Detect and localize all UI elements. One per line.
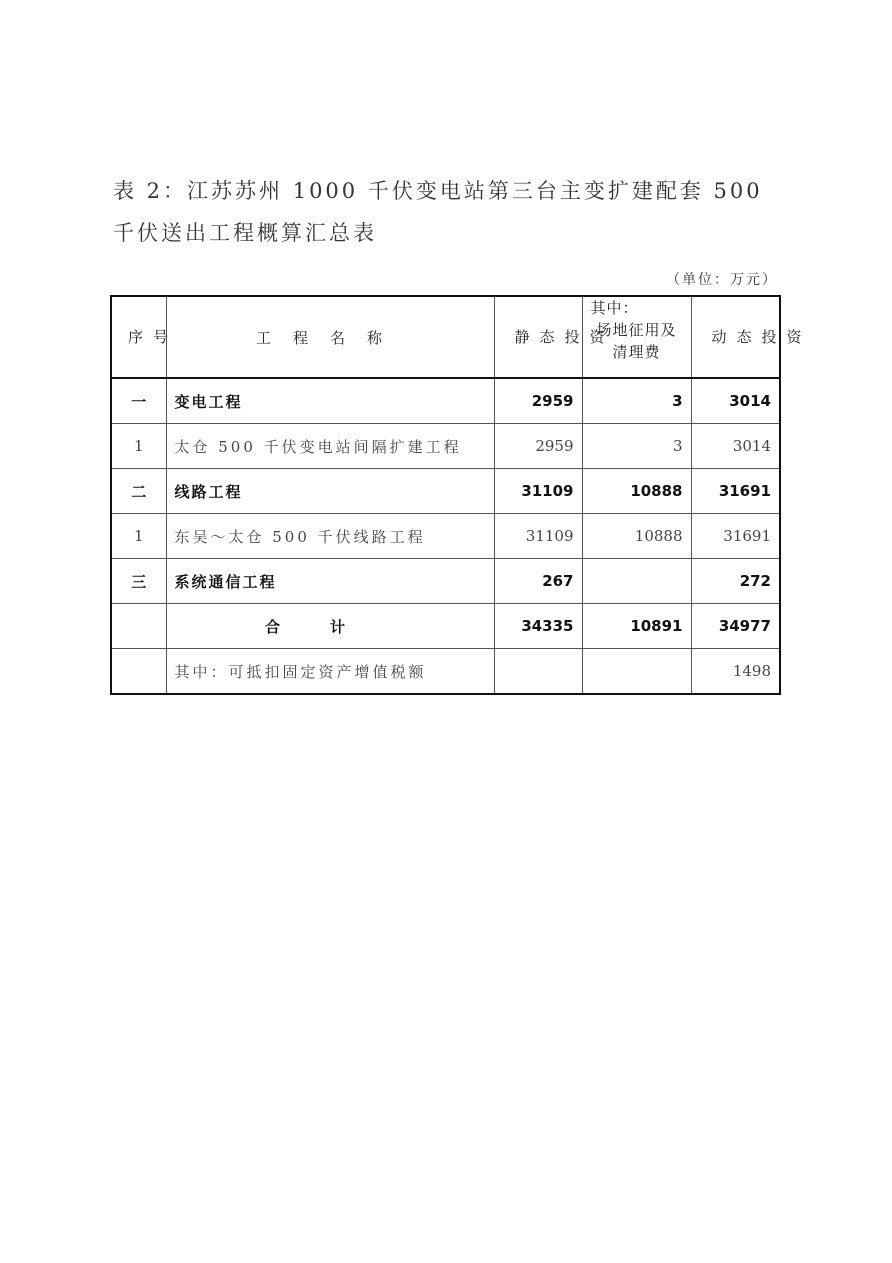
row-land-fee: 3 (582, 424, 691, 469)
table-row (111, 424, 780, 469)
row-name: 变电工程 (166, 378, 494, 424)
row-seq: 二 (111, 469, 166, 514)
unit-note: （单位：万元） (666, 272, 778, 288)
header-static: 静态投资 (494, 296, 582, 378)
row-seq: 三 (111, 559, 166, 604)
header-land-fee (582, 296, 691, 378)
row-dynamic: 31691 (691, 469, 780, 514)
row-seq: 一 (111, 378, 166, 424)
table-row (111, 378, 780, 424)
total-label: 合计 (166, 604, 494, 649)
row-static: 2959 (494, 378, 582, 424)
header-name: 工程名称 (166, 296, 494, 378)
row-dynamic: 1498 (691, 649, 780, 695)
header-land-fee-label: 场地征用及清理费 (596, 321, 677, 361)
row-land-fee (582, 559, 691, 604)
table-title: 表 2：江苏苏州 1000 千伏变电站第三台主变扩建配套 500 千伏送出工程概算汇总表 (113, 179, 763, 245)
row-seq: 1 (111, 514, 166, 559)
row-seq: 1 (111, 424, 166, 469)
row-dynamic: 34977 (691, 604, 780, 649)
row-dynamic: 31691 (691, 514, 780, 559)
row-land-fee: 10888 (582, 469, 691, 514)
row-static (494, 649, 582, 695)
vat-row (111, 649, 780, 695)
row-dynamic: 3014 (691, 378, 780, 424)
header-seq: 序号 (111, 296, 166, 378)
row-static: 31109 (494, 514, 582, 559)
row-name: 其中：可抵扣固定资产增值税额 (166, 649, 494, 695)
table-header-row (111, 296, 780, 378)
row-seq (111, 604, 166, 649)
summary-table (110, 295, 812, 695)
row-land-fee: 10891 (582, 604, 691, 649)
total-row (111, 604, 780, 649)
row-land-fee (582, 649, 691, 695)
row-name: 太仓 500 千伏变电站间隔扩建工程 (166, 424, 494, 469)
row-dynamic: 3014 (691, 424, 780, 469)
row-static: 2959 (494, 424, 582, 469)
row-static: 34335 (494, 604, 582, 649)
row-static: 267 (494, 559, 582, 604)
header-land-fee-prefix: 其中： (590, 299, 639, 317)
table-row (111, 559, 780, 604)
header-dynamic: 动态投资 (691, 296, 780, 378)
row-dynamic: 272 (691, 559, 780, 604)
table-row (111, 469, 780, 514)
row-name: 东吴～太仓 500 千伏线路工程 (166, 514, 494, 559)
row-seq (111, 649, 166, 695)
row-name: 线路工程 (166, 469, 494, 514)
table-row (111, 514, 780, 559)
row-land-fee: 3 (582, 378, 691, 424)
row-name: 系统通信工程 (166, 559, 494, 604)
row-static: 31109 (494, 469, 582, 514)
row-land-fee: 10888 (582, 514, 691, 559)
